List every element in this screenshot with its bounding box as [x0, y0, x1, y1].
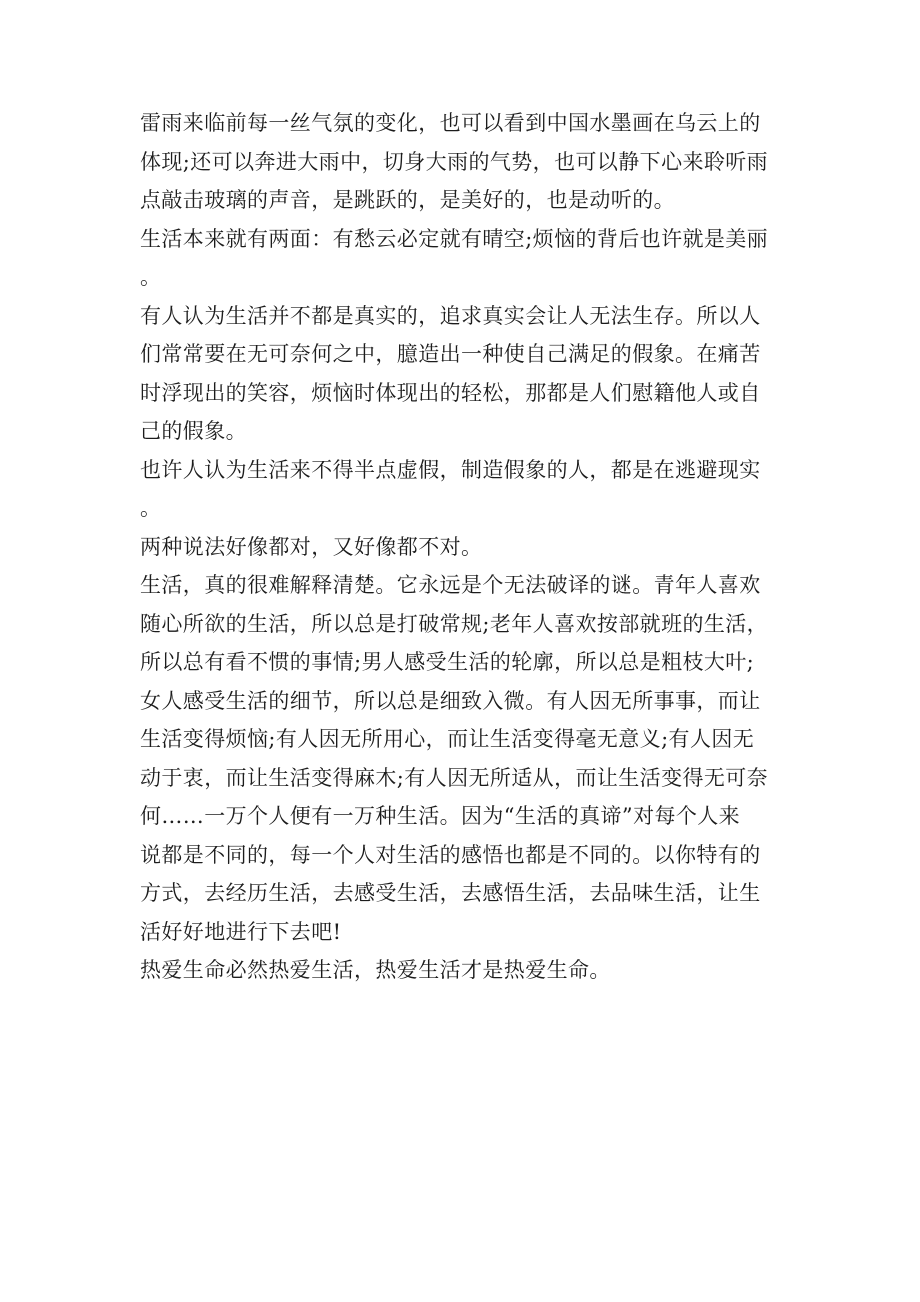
text-line: 说都是不同的，每一个人对生活的感悟也都是不同的。以你特有的 [140, 842, 761, 867]
text-line: 体现;还可以奔进大雨中，切身大雨的气势，也可以静下心来聆听雨 [140, 149, 769, 174]
text-line: 点敲击玻璃的声音，是跳跃的，是美好的，也是动听的。 [140, 188, 675, 212]
text-line: 方式，去经历生活，去感受生活，去感悟生活，去品味生活，让生 [140, 881, 761, 905]
text-line: 。 [140, 496, 162, 520]
text-line: 何……一万个人便有一万种生活。因为“生活的真谛”对每个人来 [140, 804, 741, 828]
text-line: 随心所欲的生活，所以总是打破常规;老年人喜欢按部就班的生活， [140, 611, 769, 636]
text-line: 生活变得烦恼;有人因无所用心，而让生活变得毫无意义;有人因无 [140, 727, 755, 751]
text-line: 雷雨来临前每一丝气氛的变化，也可以看到中国水墨画在乌云上的 [140, 111, 761, 135]
document-body [140, 104, 780, 990]
text-line: 热爱生命必然热爱生活，热爱生活才是热爱生命。 [140, 958, 611, 982]
text-line: 。 [140, 265, 162, 289]
text-line: 生活，真的很难解释清楚。它永远是个无法破译的谜。青年人喜欢 [140, 573, 761, 597]
text-line: 也许人认为生活来不得半点虚假，制造假象的人，都是在逃避现实 [140, 457, 761, 482]
text-line: 活好好地进行下去吧! [140, 919, 342, 944]
text-line: 有人认为生活并不都是真实的，追求真实会让人无法生存。所以人 [140, 303, 761, 328]
text-line: 生活本来就有两面：有愁云必定就有晴空;烦恼的背后也许就是美丽 [140, 226, 769, 251]
text-line: 时浮现出的笑容，烦恼时体现出的轻松，那都是人们慰籍他人或自 [140, 380, 761, 405]
text-line: 所以总有看不惯的事情;男人感受生活的轮廓，所以总是粗枝大叶; [140, 650, 755, 674]
text-line: 们常常要在无可奈何之中，臆造出一种使自己满足的假象。在痛苦 [140, 342, 761, 366]
text-line: 己的假象。 [140, 419, 247, 443]
text-line: 动于衷，而让生活变得麻木;有人因无所适从，而让生活变得无可奈 [140, 765, 769, 790]
text-line: 女人感受生活的细节，所以总是细致入微。有人因无所事事，而让 [140, 688, 761, 713]
text-line: 两种说法好像都对，又好像都不对。 [140, 534, 483, 559]
